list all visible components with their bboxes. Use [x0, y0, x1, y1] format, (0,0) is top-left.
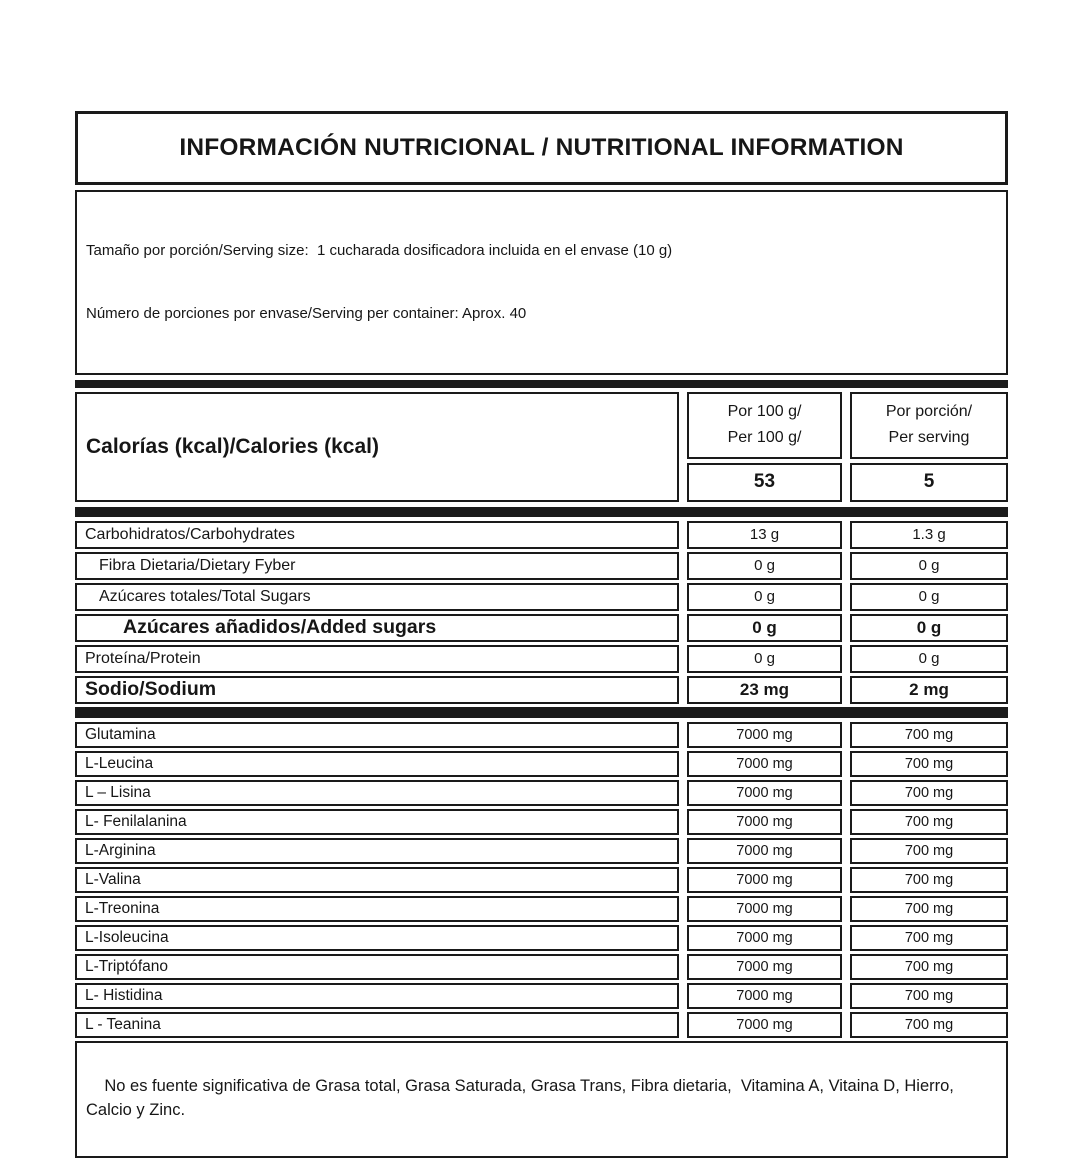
section-divider	[75, 707, 1008, 718]
per-serving-value: 0 g	[850, 583, 1008, 611]
per-100g-value: 7000 mg	[687, 983, 842, 1009]
amino-label: L-Valina	[75, 867, 679, 893]
per-100g-header-line2: Per 100 g/	[727, 428, 802, 446]
footnote-text: No es fuente significativa de Grasa total, Grasa Saturada, Grasa Trans, Fibra dietaria, Vitamina A, Vitaina D, Hierro, Calcio y Zinc.	[86, 1076, 959, 1120]
per-100g-value: 7000 mg	[687, 867, 842, 893]
per-serving-header-line1: Por porción/	[885, 403, 973, 421]
per-100g-value: 7000 mg	[687, 751, 842, 777]
calories-label-cell	[75, 392, 679, 501]
nutrient-row-added-sugars	[75, 614, 1008, 642]
servings-per-container-line: Número de porciones por envase/Serving per container: Aprox. 40	[86, 305, 527, 323]
per-serving-value: 700 mg	[850, 896, 1008, 922]
per-serving-value: 700 mg	[850, 809, 1008, 835]
calories-values-row	[687, 463, 1008, 502]
amino-row-glutamina	[75, 722, 1008, 748]
amino-row-treonina	[75, 896, 1008, 922]
per-serving-header-line2: Per serving	[888, 428, 970, 446]
calories-section	[75, 392, 1008, 501]
amino-label: L – Lisina	[75, 780, 679, 806]
amino-label: L-Treonina	[75, 896, 679, 922]
per-100g-column-header	[687, 392, 842, 458]
serving-size-line: Tamaño por porción/Serving size: 1 cucharada dosificadora incluida en el envase (10 g)	[86, 241, 673, 259]
footnote-box	[75, 1041, 1008, 1158]
amino-label: L- Fenilalanina	[75, 809, 679, 835]
amino-label: L-Isoleucina	[75, 925, 679, 951]
column-headers-row	[687, 392, 1008, 458]
per-100g-value: 7000 mg	[687, 925, 842, 951]
table-title: INFORMACIÓN NUTRICIONAL / NUTRITIONAL INFORMATION	[179, 134, 904, 161]
calories-per-serving-value: 5	[850, 463, 1008, 502]
amino-acid-rows	[75, 722, 1008, 1038]
amino-row-lisina	[75, 780, 1008, 806]
amino-row-triptofano	[75, 954, 1008, 980]
per-serving-value: 700 mg	[850, 925, 1008, 951]
amino-label: L-Triptófano	[75, 954, 679, 980]
amino-label: L-Arginina	[75, 838, 679, 864]
per-100g-value: 0 g	[687, 645, 842, 673]
nutrient-rows	[75, 521, 1008, 704]
calories-columns	[687, 392, 1008, 501]
per-serving-value: 700 mg	[850, 722, 1008, 748]
per-100g-value: 7000 mg	[687, 896, 842, 922]
nutrient-row-sodium	[75, 676, 1008, 704]
per-serving-value: 700 mg	[850, 954, 1008, 980]
per-serving-column-header	[850, 392, 1008, 458]
calories-label: Calorías (kcal)/Calories (kcal)	[86, 434, 379, 458]
per-serving-value: 700 mg	[850, 751, 1008, 777]
nutrient-label: Sodio/Sodium	[75, 676, 679, 704]
serving-info-box	[75, 190, 1008, 375]
per-serving-value: 2 mg	[850, 676, 1008, 704]
nutrition-facts-table	[75, 111, 1008, 1158]
amino-row-histidina	[75, 983, 1008, 1009]
nutrient-row-total-sugars	[75, 583, 1008, 611]
amino-row-fenilalanina	[75, 809, 1008, 835]
amino-label: L- Histidina	[75, 983, 679, 1009]
per-100g-value: 23 mg	[687, 676, 842, 704]
per-serving-value: 700 mg	[850, 1012, 1008, 1038]
per-100g-header-line1: Por 100 g/	[727, 403, 802, 421]
per-100g-value: 7000 mg	[687, 809, 842, 835]
per-100g-value: 7000 mg	[687, 838, 842, 864]
per-100g-value: 7000 mg	[687, 1012, 842, 1038]
section-divider	[75, 380, 1008, 388]
per-serving-value: 0 g	[850, 614, 1008, 642]
per-serving-value: 700 mg	[850, 780, 1008, 806]
per-serving-value: 700 mg	[850, 838, 1008, 864]
amino-label: Glutamina	[75, 722, 679, 748]
per-serving-value: 700 mg	[850, 983, 1008, 1009]
amino-row-teanina	[75, 1012, 1008, 1038]
per-100g-value: 7000 mg	[687, 954, 842, 980]
nutrient-label: Proteína/Protein	[75, 645, 679, 673]
per-100g-value: 0 g	[687, 552, 842, 580]
amino-row-valina	[75, 867, 1008, 893]
nutrient-label: Azúcares totales/Total Sugars	[75, 583, 679, 611]
nutrient-label: Carbohidratos/Carbohydrates	[75, 521, 679, 549]
per-serving-value: 0 g	[850, 645, 1008, 673]
amino-row-isoleucina	[75, 925, 1008, 951]
per-serving-value: 1.3 g	[850, 521, 1008, 549]
nutrient-label: Azúcares añadidos/Added sugars	[75, 614, 679, 642]
per-100g-value: 0 g	[687, 583, 842, 611]
per-100g-value: 7000 mg	[687, 722, 842, 748]
nutrient-label: Fibra Dietaria/Dietary Fyber	[75, 552, 679, 580]
amino-label: L - Teanina	[75, 1012, 679, 1038]
title-box	[75, 111, 1008, 185]
nutrient-row-protein	[75, 645, 1008, 673]
per-serving-value: 700 mg	[850, 867, 1008, 893]
calories-per-100g-value: 53	[687, 463, 842, 502]
per-100g-value: 13 g	[687, 521, 842, 549]
nutrient-row-dietary-fiber	[75, 552, 1008, 580]
section-divider	[75, 507, 1008, 517]
per-100g-value: 7000 mg	[687, 780, 842, 806]
amino-row-leucina	[75, 751, 1008, 777]
amino-label: L-Leucina	[75, 751, 679, 777]
per-serving-value: 0 g	[850, 552, 1008, 580]
amino-row-arginina	[75, 838, 1008, 864]
nutrient-row-carbohydrates	[75, 521, 1008, 549]
per-100g-value: 0 g	[687, 614, 842, 642]
